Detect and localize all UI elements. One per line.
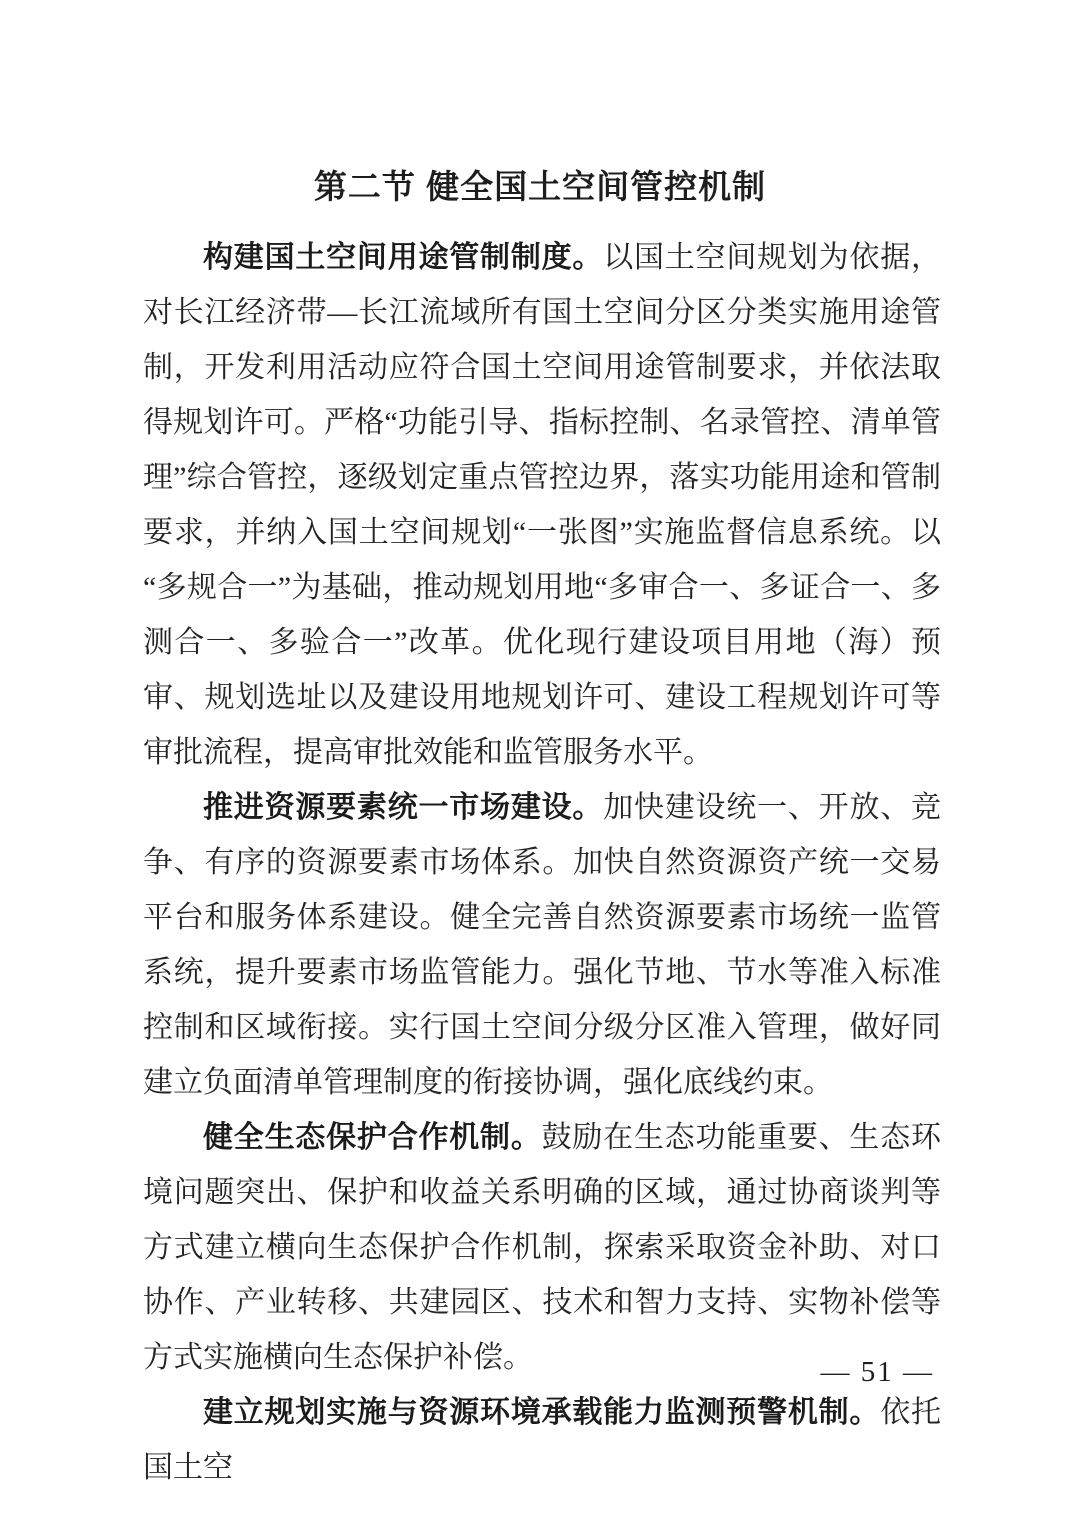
paragraph-lead: 健全生态保护合作机制。 (203, 1121, 542, 1154)
paragraph-lead: 构建国土空间用途管制制度。 (203, 241, 604, 274)
section-title: 第二节 健全国土空间管控机制 (313, 168, 767, 205)
paragraph-text: 加快建设统一、开放、竞争、有序的资源要素市场体系。加快自然资源资产统一交易平台和服务体系建设。健全完善自然资源要素市场统一监管系统，提升要素市场监管能力。强化节地、节水等准入标准控制和区域衔接。实行国土空间分级分区准入管理，做好同建立负面清单管理制度的衔接协调，强化底线约束。 (143, 791, 942, 1099)
document-body (143, 230, 941, 1495)
paragraph (143, 230, 941, 780)
paragraph (143, 780, 941, 1110)
paragraph-lead: 推进资源要素统一市场建设。 (203, 791, 604, 824)
paragraph (143, 1110, 941, 1385)
paragraph-text: 鼓励在生态功能重要、生态环境问题突出、保护和收益关系明确的区域，通过协商谈判等方式建立横向生态保护合作机制，探索采取资金补助、对口协作、产业转移、共建园区、技术和智力支持、实物补偿等方式实施横向生态保护补偿。 (143, 1121, 942, 1374)
paragraph-text: 依托国土空 (143, 1396, 942, 1484)
page-number: — 51 — (820, 1356, 934, 1388)
paragraph (143, 1385, 941, 1495)
paragraph-text: 以国土空间规划为依据，对长江经济带—长江流域所有国土空间分区分类实施用途管制，开发利用活动应符合国土空间用途管制要求，并依法取得规划许可。严格“功能引导、指标控制、名录管控、清单管理”综合管控，逐级划定重点管控边界，落实功能用途和管制要求，并纳入国土空间规划“一张图”实施监督信息系统。以“多规合一”为基础，推动规划用地“多审合一、多证合一、多测合一、多验合一”改革。优化现行建设项目用地（海）预审、规划选址以及建设用地规划许可、建设工程规划许可等审批流程，提高审批效能和监管服务水平。 (143, 241, 942, 769)
paragraph-lead: 建立规划实施与资源环境承载能力监测预警机制。 (203, 1396, 881, 1429)
